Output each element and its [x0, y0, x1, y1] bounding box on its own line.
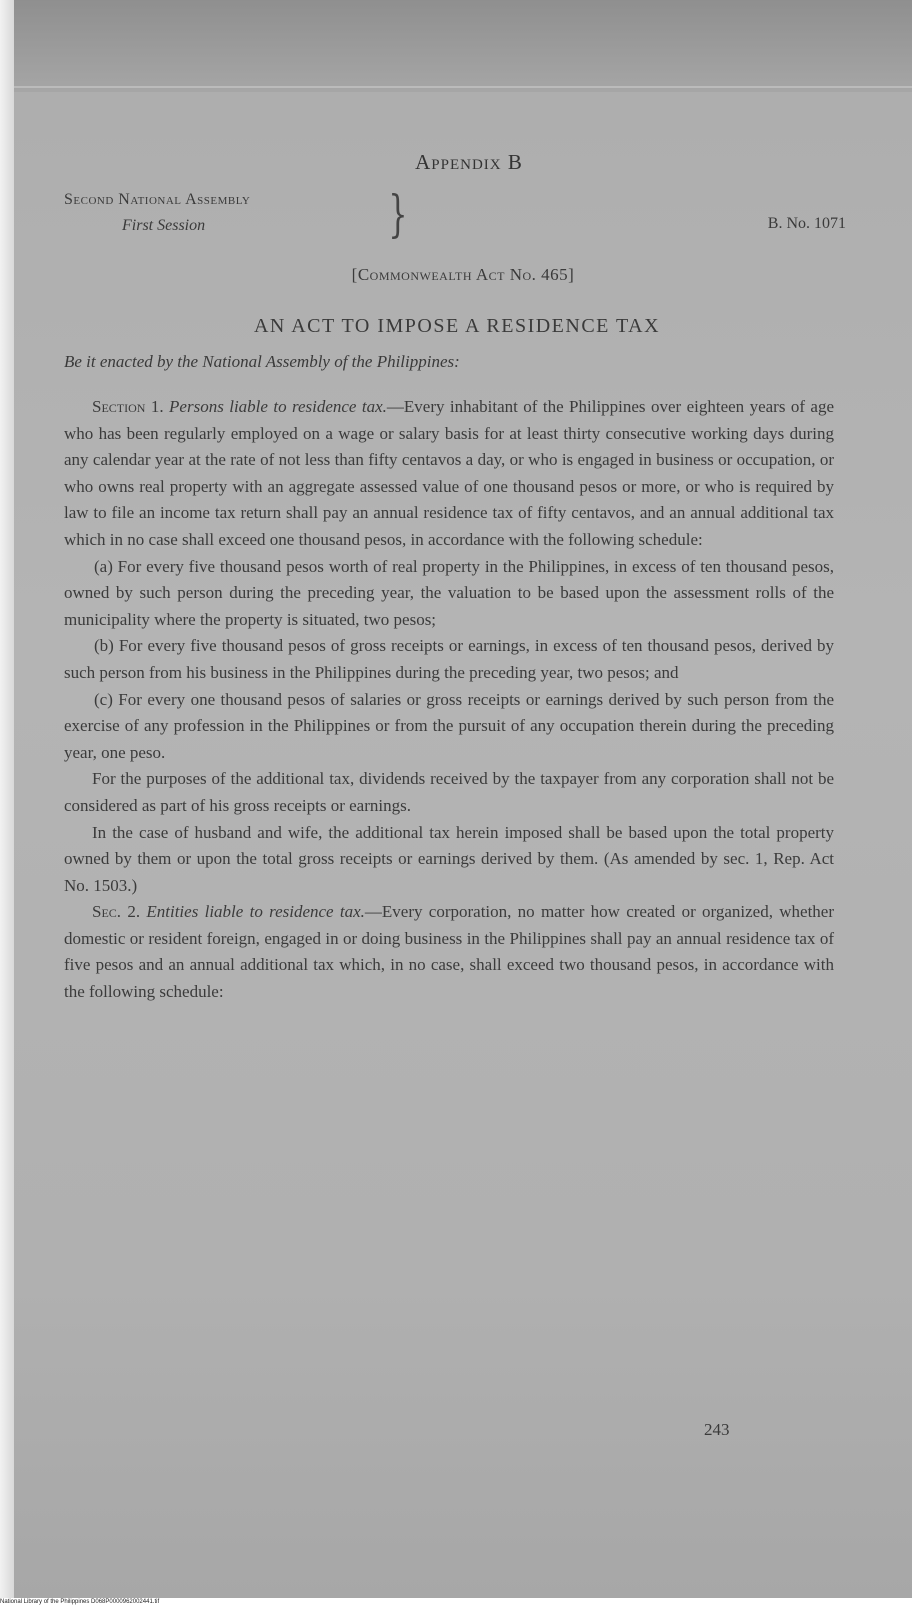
subsection-a: (a) For every five thousand pesos worth of real property in the Philippines, in excess of ten thousand pesos, owned by such person during the preceding year, the valuation to be based upon the assessment rolls of the municipality where the property is situated, two pesos;	[64, 556, 834, 629]
section-1-text: —Every inhabitant of the Philippines over eighteen years of age who has been regularly employed on a wage or salary basis for at least thirty consecutive working days during any calendar year at the rate of not less than fifty centavos a day, or who is engaged in business or occupation, or who owns real property with an aggregate assessed value of one thousand pesos or more, or who is required by law to file an income tax return shall pay an annual residence tax of fifty centavos, and an annual additional tax which in no case shall exceed one thousand pesos, in accordance with the following schedule:	[64, 397, 835, 549]
section-2	[64, 899, 834, 1005]
top-shadow	[14, 0, 912, 92]
page-content	[64, 150, 846, 1006]
section-1-title: Persons liable to residence tax.	[169, 397, 387, 416]
brace-icon: }	[388, 185, 408, 243]
section-1	[64, 394, 834, 554]
section-2-label: Sec. 2.	[92, 902, 141, 922]
enacting-clause: Be it enacted by the National Assembly of the Philippines:	[64, 352, 460, 371]
paragraph-husband-wife: In the case of husband and wife, the additional tax herein imposed shall be based upon the total property owned by them or upon the total gross receipts or earnings derived by them. (As amended by sec. 1, Rep. Act No. 1503.)	[64, 822, 834, 895]
session-block	[64, 185, 846, 249]
act-title: AN ACT TO IMPOSE A RESIDENCE TAX	[253, 315, 661, 337]
section-2-text: —Every corporation, no matter how created or organized, whether domestic or resident foreign, engaged in or doing business in the Philippines shall pay an annual residence tax of five pesos and an annual additional tax which, in no case, shall exceed two thousand pesos, in accordance with the following schedule:	[64, 902, 835, 1002]
subsection-b: (b) For every five thousand pesos of gross receipts or earnings, in excess of ten thousand pesos, derived by such person from his business in the Philippines during the preceding year, two pesos; and	[64, 636, 834, 682]
scan-left-margin	[0, 0, 14, 1598]
appendix-heading: Appendix B	[415, 150, 523, 174]
subsection-c: (c) For every one thousand pesos of salaries or gross receipts or earnings derived by such person from the exercise of any profession in the Philippines or from the pursuit of any occupation therein during the preceding year, one peso.	[64, 689, 834, 762]
paragraph-dividends: For the purposes of the additional tax, dividends received by the taxpayer from any corporation shall not be considered as part of his gross receipts or earnings.	[64, 769, 834, 815]
session-name: First Session	[122, 217, 206, 234]
scanned-page	[14, 0, 912, 1598]
act-number: [Commonwealth Act No. 465]	[351, 265, 575, 284]
bill-number: B. No. 1071	[767, 215, 846, 232]
section-1-label: Section 1.	[92, 397, 164, 416]
scan-footer: National Library of the Philippines D068P0000962002441.tif	[0, 1599, 160, 1605]
page-fold	[14, 86, 912, 88]
page-number: 243	[704, 1420, 730, 1439]
assembly-name: Second National Assembly	[64, 191, 251, 208]
section-2-title: Entities liable to residence tax.	[146, 902, 365, 922]
